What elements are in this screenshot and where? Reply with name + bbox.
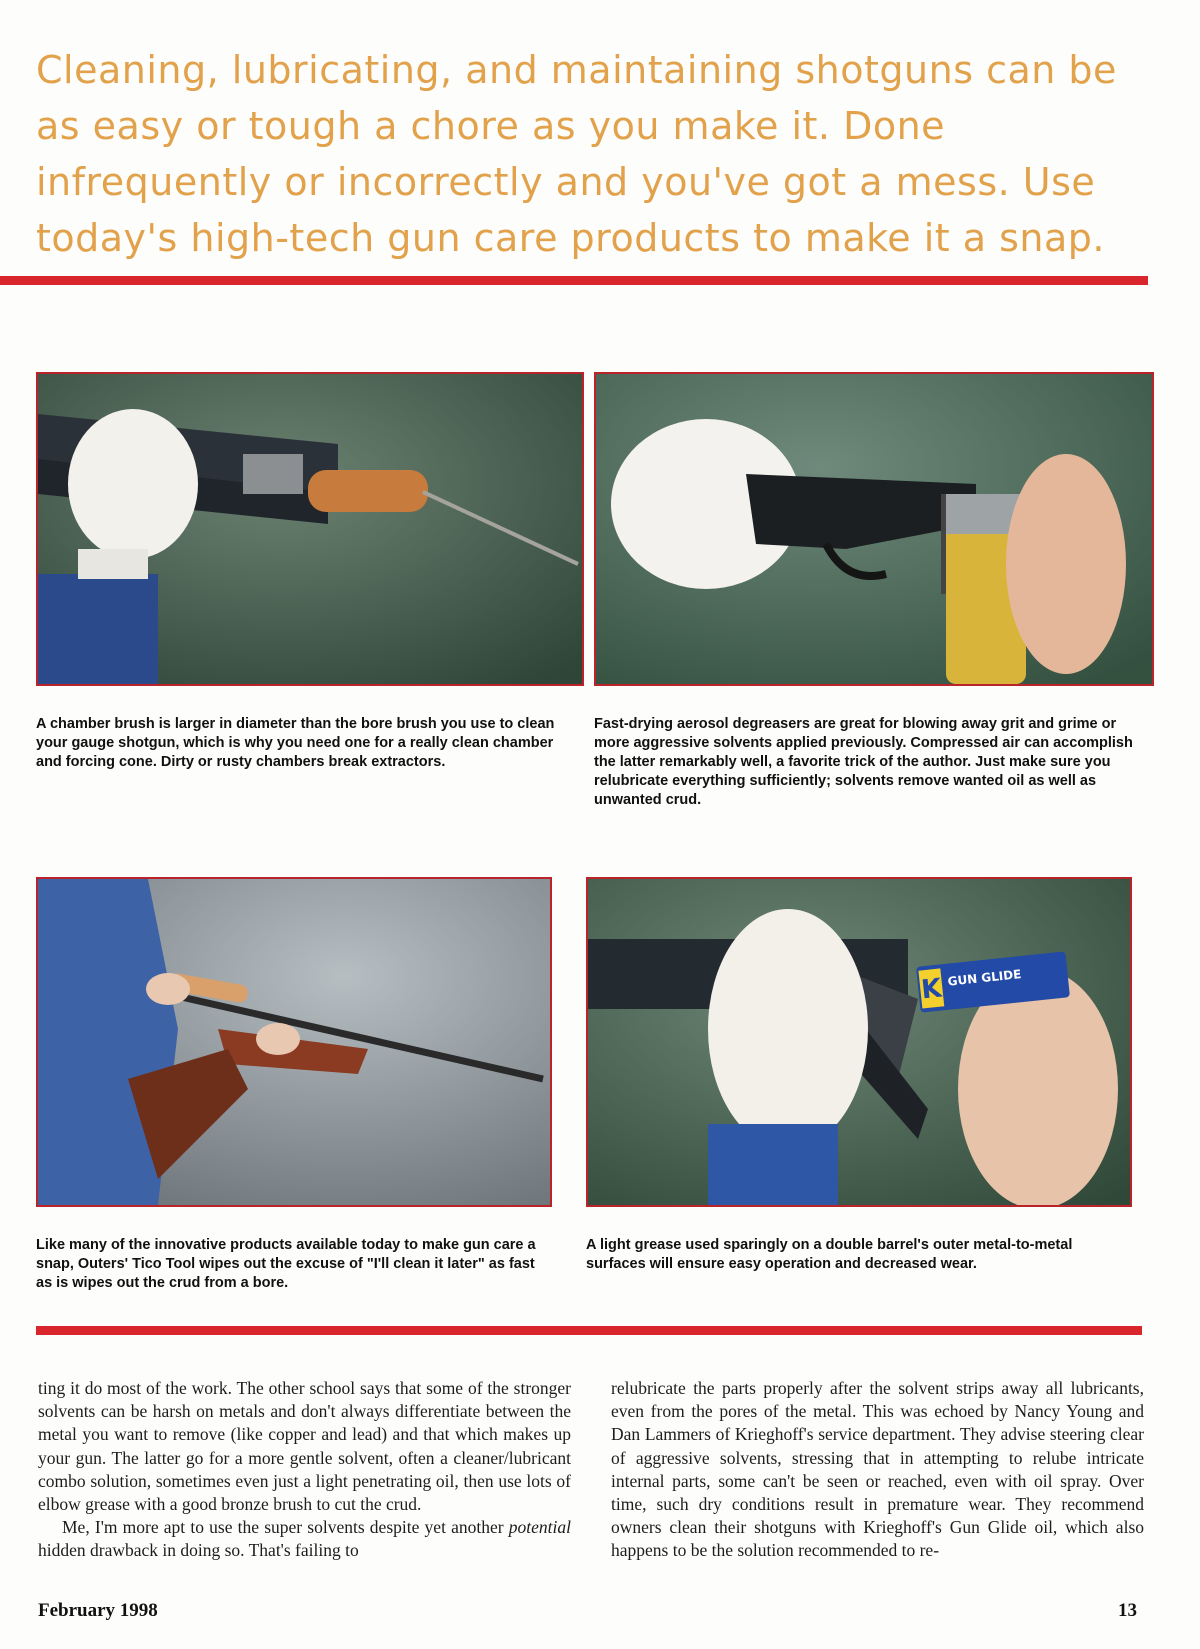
gun-glide-photo — [586, 877, 1132, 1207]
issue-date: February 1998 — [38, 1600, 158, 1621]
photo-caption: Like many of the innovative products available today to make gun care a snap, Outers' Tico Tool wipes out the excuse of "I'll clean it later" as fast as is wipes out the crud from a bore. — [36, 1237, 536, 1291]
tico-tool-photo — [36, 877, 552, 1207]
photo-caption: A chamber brush is larger in diameter than the bore brush you use to clean your gauge shotgun, which is why you need one for a really clean chamber and forcing cone. Dirty or rusty chambers break extractors. — [36, 716, 555, 770]
top-red-rule — [0, 276, 1148, 285]
body-paragraph: ting it do most of the work. The other school says that some of the stronger solvents can be harsh on metals and don't always differentiate between the metal you want to remove (like copper and lead) and that which makes up your gun. The latter go for a more gentle solvent, often a cleaner/lubricant combo solution, sometimes even just a light penetrating oil, then use lots of elbow grease with a good bronze brush to cut the crud. — [38, 1378, 571, 1515]
body-paragraph: Me, I'm more apt to use the super solvents despite yet another potential hidden drawback in doing so. That's failing to — [38, 1517, 571, 1561]
headline: Cleaning, lubricating, and maintaining shotguns can be as easy or tough a chore as you make it. Done infrequently or incorrectly and you've got a mess. Use today's high-tech gun care products to make it a snap. — [36, 48, 1117, 260]
page-number: 13 — [1118, 1600, 1137, 1621]
aerosol-degreaser-photo — [594, 372, 1154, 686]
svg-text:K: K — [919, 973, 944, 1006]
body-column-1 — [38, 1377, 571, 1563]
body-column-2 — [611, 1377, 1144, 1563]
photo-caption: A light grease used sparingly on a double barrel's outer metal-to-metal surfaces will ensure easy operation and decreased wear. — [586, 1237, 1073, 1272]
chamber-brush-photo — [36, 372, 584, 686]
photo-caption: Fast-drying aerosol degreasers are great for blowing away grit and grime or more aggressive solvents applied previously. Compressed air can accomplish the latter remarkably well, a favorite trick of the author. Just make sure you relubricate everything sufficiently; solvents remove wanted oil as well as unwanted crud. — [594, 716, 1133, 808]
gun-glide-label: GUN GLIDE — [946, 967, 1022, 989]
bottom-red-rule — [36, 1326, 1142, 1335]
body-paragraph: relubricate the parts properly after the solvent strips away all lubricants, even from the pores of the metal. This was echoed by Nancy Young and Dan Lammers of Krieghoff's service department. They advise steering clear of aggressive solvents, stressing that in attempting to relube intricate internal parts, some can't be seen or reached, even with oil spray. Over time, such dry conditions result in premature wear. They recommend owners clean their shotguns with Krieghoff's Gun Glide oil, which also happens to be the solution recommended to re- — [611, 1378, 1144, 1561]
